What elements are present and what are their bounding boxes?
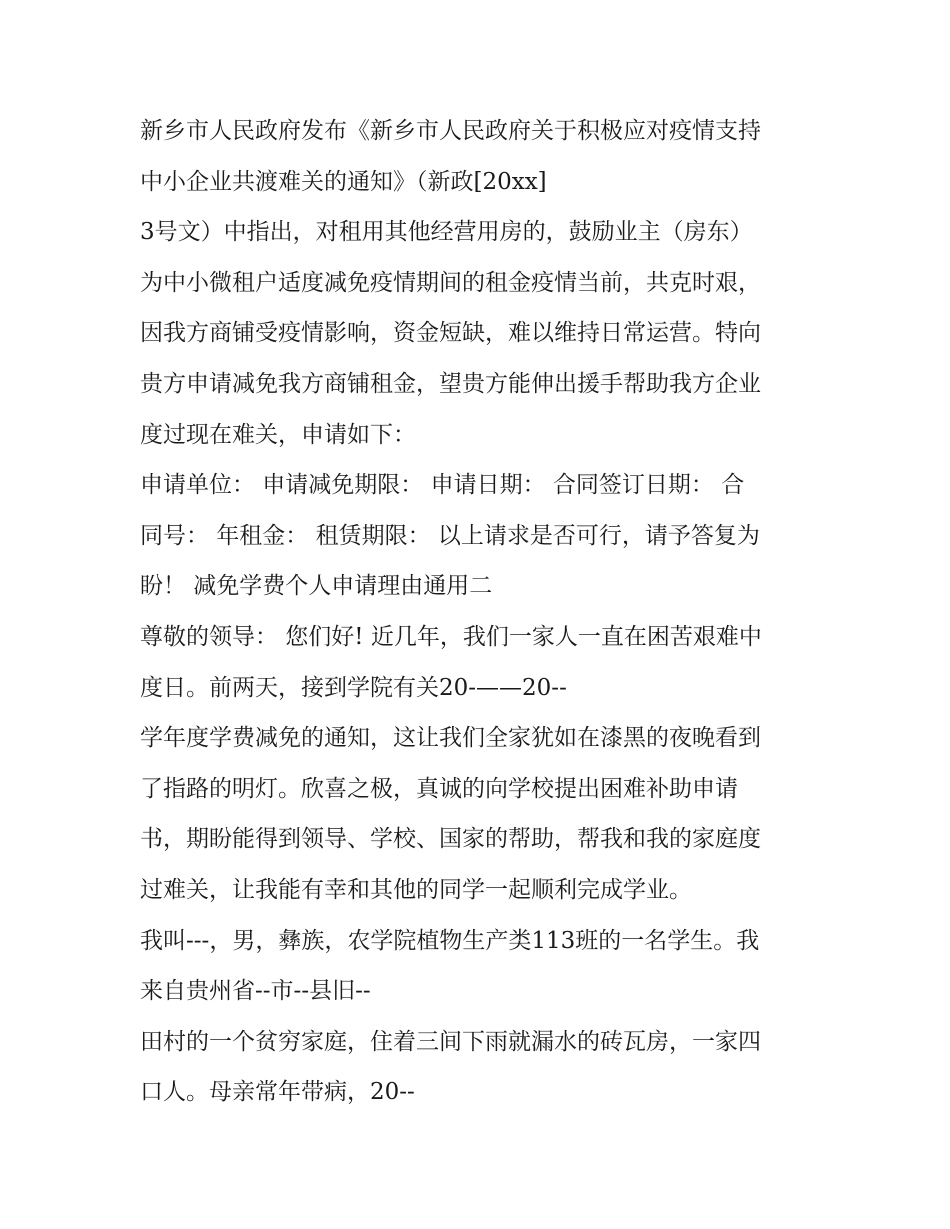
text-line: 因我方商铺受疫情影响，资金短缺，难以维持日常运营。特向 (140, 320, 761, 347)
text-line: 为中小微租户适度减免疫情期间的租金疫情当前，共克时艰， (140, 269, 761, 296)
text-line: 申请单位： 申请减免期限： 申请日期： 合同签订日期： 合 (140, 472, 745, 499)
text-line: 书，期盼能得到领导、学校、国家的帮助，帮我和我的家庭度 (140, 826, 761, 853)
text-line: 盼！ 减免学费个人申请理由通用二 (140, 573, 493, 600)
document-body (140, 106, 820, 1118)
text-line: 度日。前两天，接到学院有关20-——20-- (140, 674, 567, 701)
text-line: 过难关，让我能有幸和其他的同学一起顺利完成学业。 (140, 876, 692, 903)
text-line: 新乡市人民政府发布《新乡市人民政府关于积极应对疫情支持 (140, 118, 761, 144)
text-line: 度过现在难关，申请如下： (140, 421, 416, 448)
text-line: 尊敬的领导： 您们好! 近几年，我们一家人一直在困苦艰难中 (140, 623, 762, 650)
text-line: 贵方申请减免我方商铺租金，望贵方能伸出援手帮助我方企业 (140, 370, 761, 397)
text-line: 来自贵州省--市--县旧-- (140, 978, 371, 1005)
text-line: 口人。母亲常年带病，20-- (140, 1079, 415, 1106)
text-line: 我叫---，男，彝族，农学院植物生产类113班的一名学生。我 (140, 927, 760, 954)
text-line: 了指路的明灯。欣喜之极，真诚的向学校提出困难补助申请 (140, 775, 738, 802)
text-line: 学年度学费减免的通知，这让我们全家犹如在漆黑的夜晚看到 (140, 725, 761, 752)
text-line: 同号： 年租金： 租赁期限： 以上请求是否可行，请予答复为 (140, 522, 760, 549)
text-line: 3号文）中指出，对租用其他经营用房的，鼓励业主（房东） (140, 219, 753, 246)
text-line: 中小企业共渡难关的通知》（新政[20xx] (140, 168, 547, 195)
text-line: 田村的一个贫穷家庭，住着三间下雨就漏水的砖瓦房，一家四 (140, 1028, 761, 1055)
